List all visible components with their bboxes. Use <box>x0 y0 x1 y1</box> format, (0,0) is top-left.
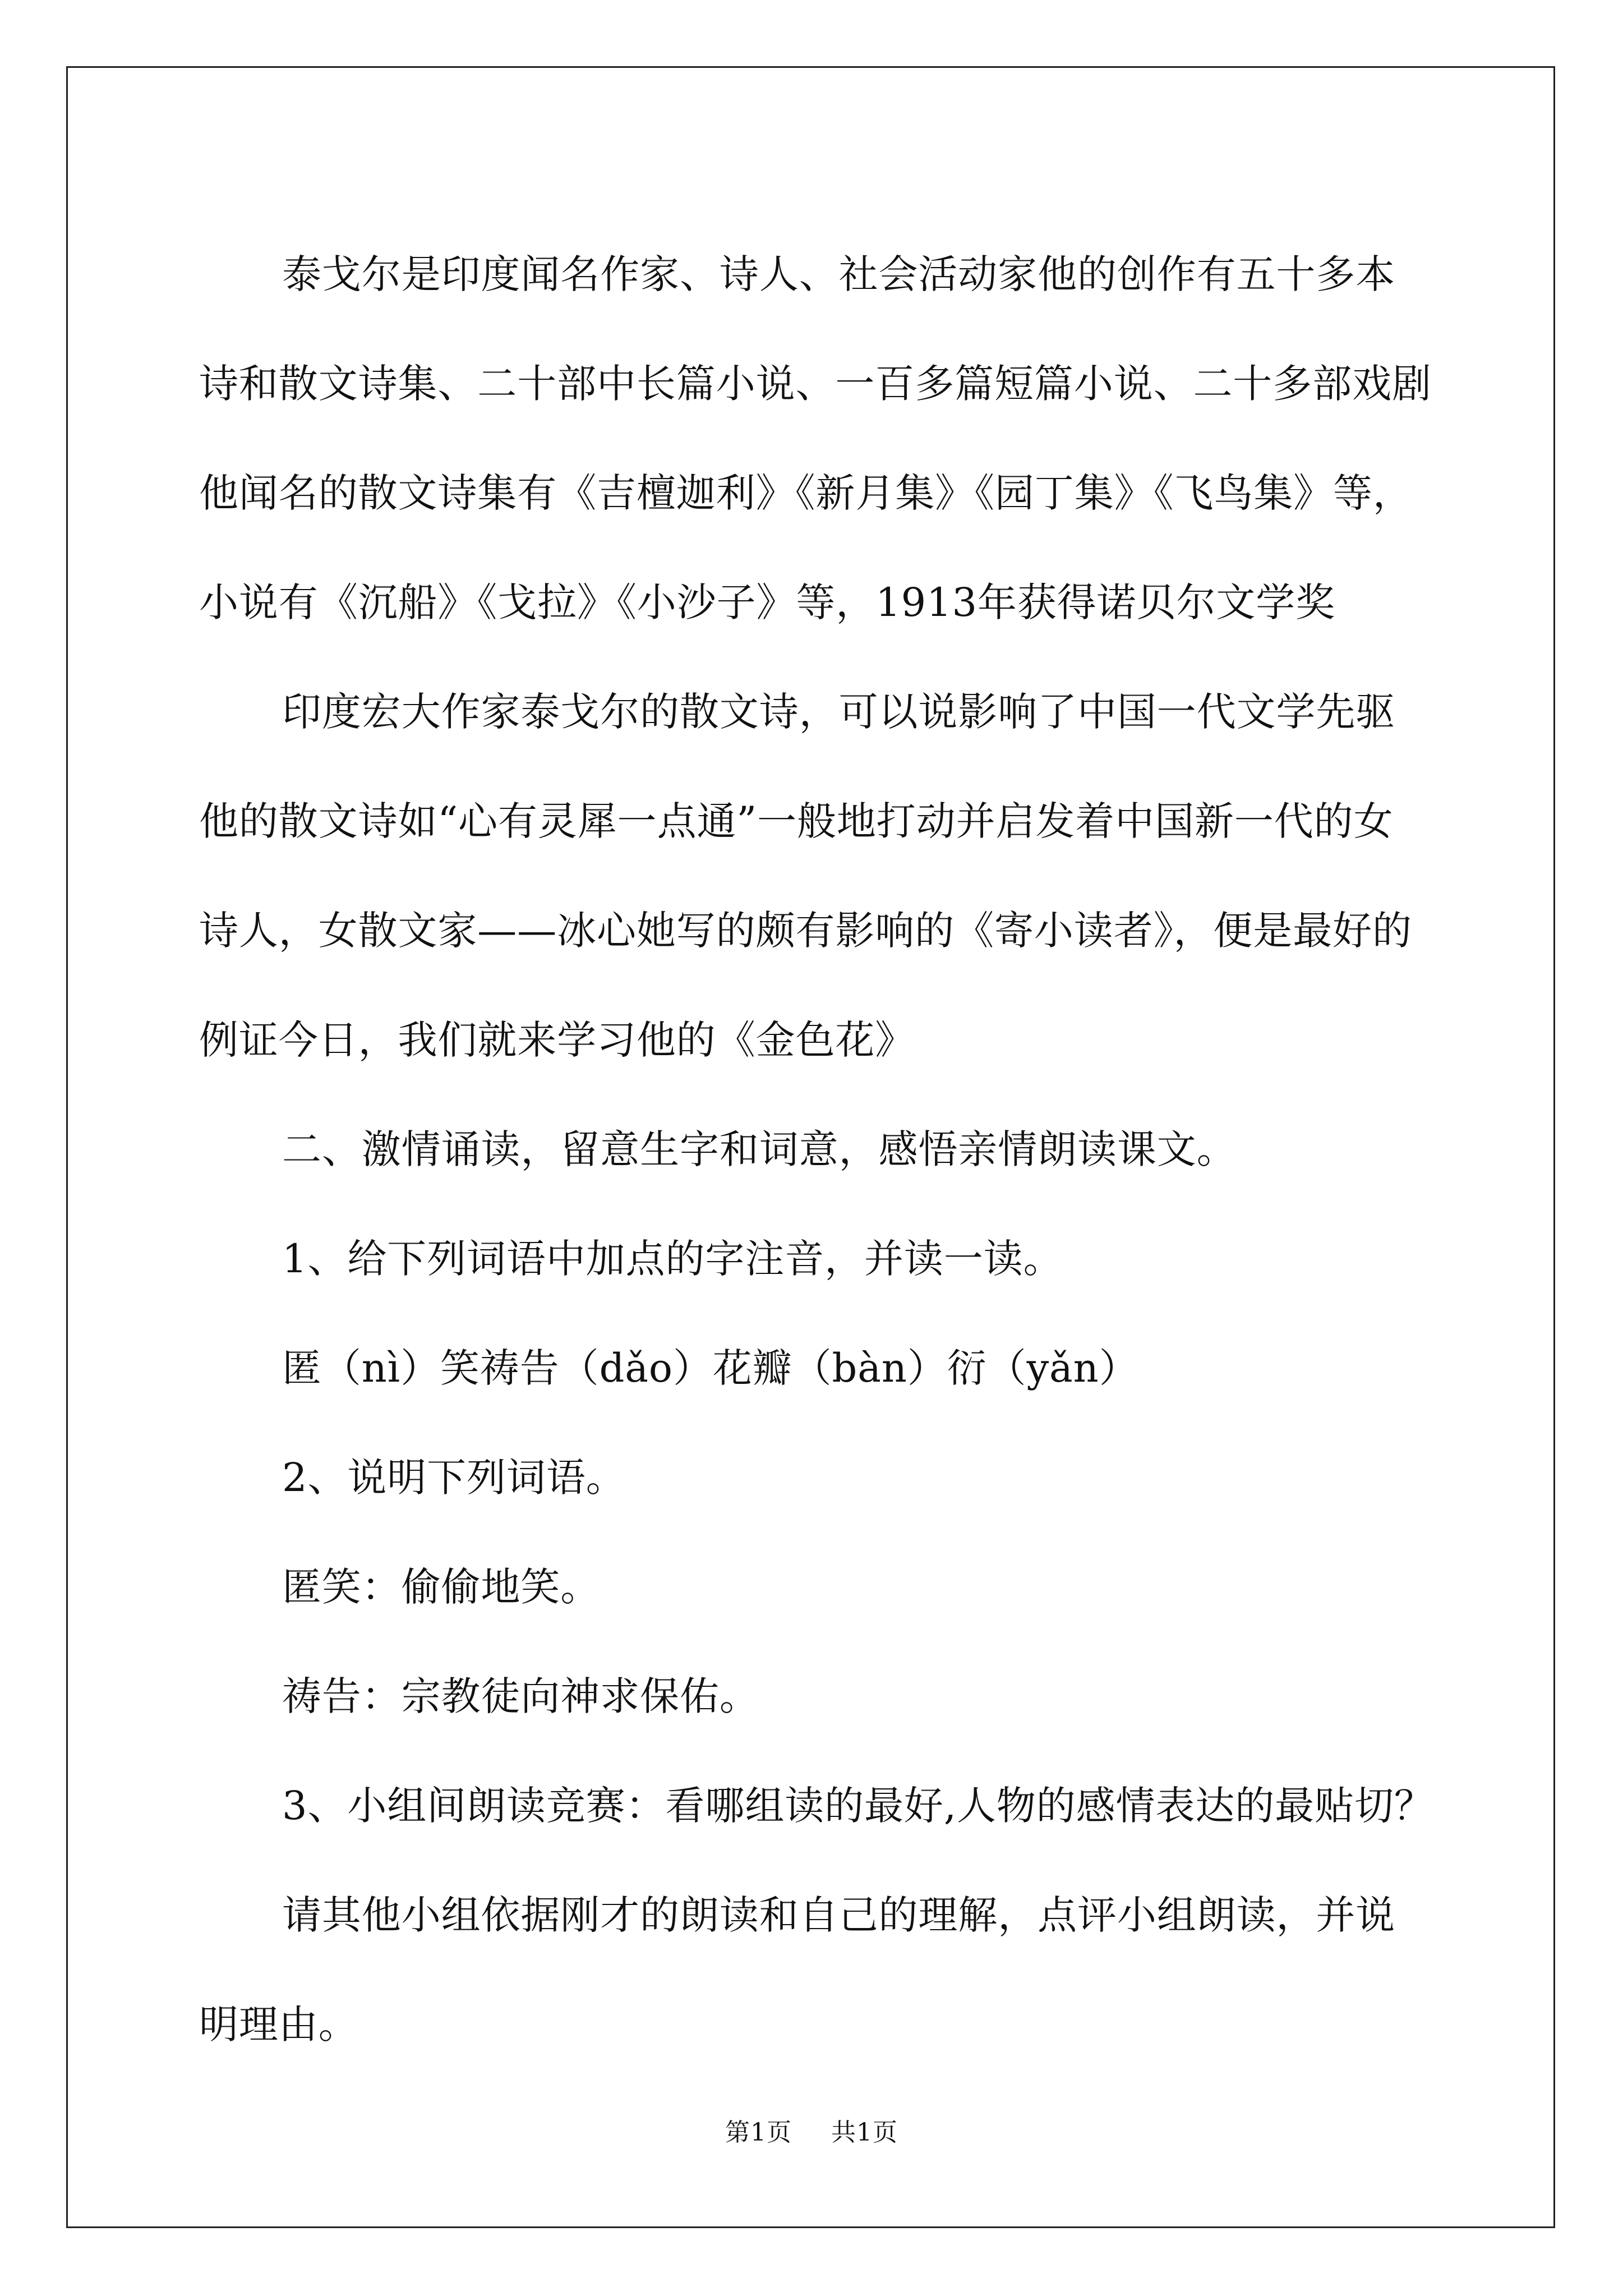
paragraph-definition-nixiao: 匿笑：偷偷地笑。 <box>282 1564 601 1610</box>
paragraph-section-two-heading: 二、激情诵读，留意生字和词意，感悟亲情朗读课文。 <box>282 1126 1237 1172</box>
paragraph-definition-daogao: 祷告：宗教徒向神求保佑。 <box>282 1673 759 1719</box>
paragraph-step-one: 1、给下列词语中加点的字注音，并读一读。 <box>282 1236 1063 1282</box>
paragraph-tagore-intro: 泰戈尔是印度闻名作家、诗人、社会活动家他的创作有五十多本诗和散文诗集、二十部中长篇小说、一百多篇短篇小说、二十多部戏剧他闻名的散文诗集有《吉檀迦利》《新月集》《园丁集》《飞鸟集》等，小说有《沉船》《戈拉》《小沙子》等，1913年获得诺贝尔文学奖 <box>199 251 1432 625</box>
paragraph-tagore-influence: 印度宏大作家泰戈尔的散文诗，可以说影响了中国一代文学先驱他的散文诗如“心有灵犀一点通”一般地打动并启发着中国新一代的女诗人，女散文家——冰心她写的颇有影响的《寄小读者》，便是最好的例证今日，我们就来学习他的《金色花》 <box>199 689 1412 1063</box>
page-number-current: 第1页 <box>725 2118 792 2147</box>
paragraph-pinyin: 匿（nì）笑祷告（dǎo）花瓣（bàn）衍（yǎn） <box>282 1345 1139 1391</box>
paragraph-step-three: 3、小组间朗读竞赛：看哪组读的最好,人物的感情表达的最贴切？ <box>282 1783 1434 1829</box>
paragraph-peer-review: 请其他小组依据刚才的朗读和自己的理解，点评小组朗读，并说明理由。 <box>199 1892 1396 2047</box>
paragraph-step-two: 2、说明下列词语。 <box>282 1455 626 1501</box>
page-footer <box>0 2116 1623 2150</box>
page-number-total: 共1页 <box>831 2118 898 2147</box>
document-body <box>199 220 1433 2079</box>
